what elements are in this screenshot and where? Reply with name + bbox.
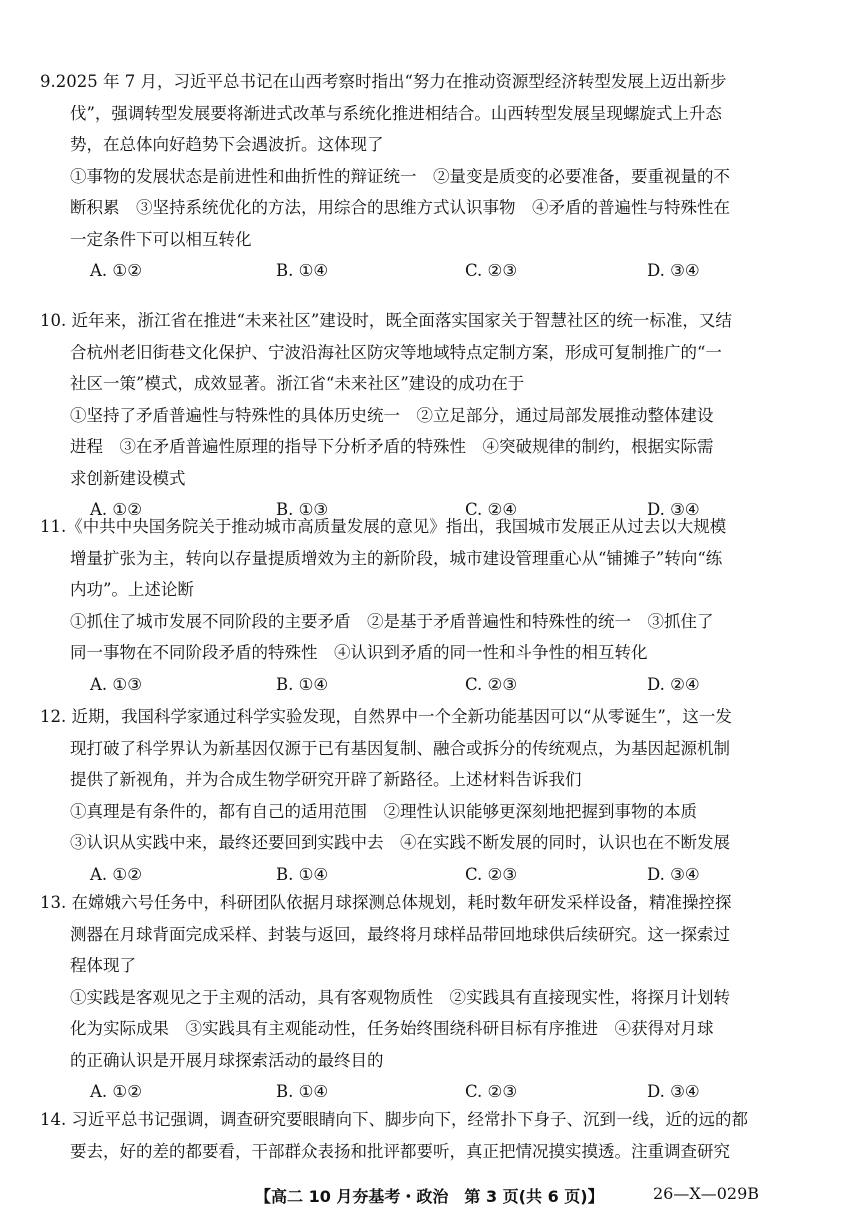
option-line: 化为实际成果 ③实践具有主观能动性，任务始终围绕科研目标有序推进 ④获得对月球 — [70, 1019, 714, 1038]
option-line: 进程 ③在矛盾普遍性原理的指导下分析矛盾的特殊性 ④突破规律的制约，根据实际需 — [70, 437, 714, 456]
question-10 — [40, 305, 814, 526]
stem-line: 内功”。上述论断 — [70, 580, 194, 599]
question-options — [62, 982, 814, 1077]
option-line: ①抓住了城市发展不同阶段的主要矛盾 ②是基于矛盾普遍性和特殊性的统一 ③抓住了 — [70, 611, 714, 631]
stem-line: 合杭州老旧街巷文化保护、宁波沿海社区防灾等地域特点定制方案，形成可复制推广的“一 — [70, 342, 722, 362]
choice-a: A. ①② — [90, 864, 142, 884]
choice-d: D. ③④ — [647, 261, 700, 280]
option-line: 求创新建设模式 — [70, 468, 186, 488]
stem-line: 10. 近年来，浙江省在推进“未来社区”建设时，既全面落实国家关于智慧社区的统一标准，又结 — [40, 311, 732, 330]
choice-b: B. ①④ — [276, 261, 329, 280]
footer-page-info: 【高二 10 月夯基考・政治 第 3 页(共 6 页)】 — [255, 1187, 604, 1206]
choice-c: C. ②③ — [465, 1082, 518, 1101]
question-9 — [40, 66, 814, 287]
stem-line: 9.2025 年 7 月，习近平总书记在山西考察时指出“努力在推动资源型经济转型发展上迈出新步 — [40, 72, 727, 91]
choice-a: A. ①③ — [90, 674, 142, 694]
option-line: 的正确认识是开展月球探索活动的最终目的 — [70, 1050, 384, 1070]
stem-line: 伐”，强调转型发展要将渐进式改革与系统化推进相结合。山西转型发展呈现螺旋式上升态 — [70, 103, 722, 123]
question-stem — [40, 1104, 814, 1167]
option-line: ①事物的发展状态是前进性和曲折性的辩证统一 ②量变是质变的必要准备，要重视量的不 — [70, 166, 730, 186]
question-14 — [40, 1104, 814, 1167]
question-12 — [40, 701, 814, 890]
answer-choices — [90, 669, 814, 701]
choice-c: C. ②③ — [465, 261, 518, 280]
option-line: 同一事物在不同阶段矛盾的特殊性 ④认识到矛盾的同一性和斗争性的相互转化 — [70, 643, 648, 662]
option-line: 断积累 ③坚持系统优化的方法，用综合的思维方式认识事物 ④矛盾的普遍性与特殊性在 — [70, 198, 730, 217]
choice-a: A. ①② — [90, 500, 142, 519]
stem-line: 要去，好的差的都要看，干部群众表扬和批评都要听，真正把情况摸实摸透。注重调查研究 — [70, 1141, 730, 1161]
stem-line: 程体现了 — [70, 956, 136, 975]
stem-line: 增量扩张为主，转向以存量提质增效为主的新阶段，城市建设管理重心从“铺摊子”转向“练 — [70, 548, 723, 568]
question-options — [62, 161, 814, 256]
option-line: ①实践是客观见之于主观的活动，具有客观物质性 ②实践具有直接现实性，将探月计划转 — [70, 987, 730, 1007]
choice-c: C. ②④ — [465, 500, 518, 519]
choice-c: C. ②③ — [465, 864, 518, 884]
answer-choices — [90, 859, 814, 891]
answer-choices — [90, 1076, 814, 1108]
question-options — [62, 796, 814, 859]
choice-d: D. ③④ — [647, 1082, 700, 1101]
question-options — [62, 606, 814, 669]
stem-line: 12. 近期，我国科学家通过科学实验发现，自然界中一个全新功能基因可以“从零诞生”，这一发 — [40, 707, 732, 726]
choice-d: D. ③④ — [647, 864, 700, 884]
stem-line: 14. 习近平总书记强调，调查研究要眼睛向下、脚步向下，经常扑下身子、沉到一线，近的远的都 — [40, 1110, 748, 1129]
stem-line: 11.《中共中央国务院关于推动城市高质量发展的意见》指出，我国城市发展正从过去以大规模 — [40, 517, 727, 536]
stem-line: 测器在月球背面完成采样、封装与返回，最终将月球样品带回地球供后续研究。这一探索过 — [70, 924, 730, 944]
option-line: 一定条件下可以相互转化 — [70, 229, 252, 249]
choice-b: B. ①④ — [276, 1082, 329, 1101]
page-footer — [0, 1180, 868, 1210]
choice-d: D. ②④ — [647, 674, 700, 694]
question-stem — [40, 887, 814, 982]
question-stem — [40, 701, 814, 796]
question-13 — [40, 887, 814, 1108]
choice-a: A. ①② — [90, 261, 142, 280]
choice-a: A. ①② — [90, 1082, 142, 1101]
question-options — [62, 400, 814, 495]
stem-line: 势，在总体向好趋势下会遇波折。这体现了 — [70, 135, 384, 154]
choice-b: B. ①④ — [276, 674, 329, 694]
choice-b: B. ①③ — [276, 500, 329, 519]
choice-c: C. ②③ — [465, 674, 518, 694]
option-line: ①坚持了矛盾普遍性与特殊性的具体历史统一 ②立足部分，通过局部发展推动整体建设 — [70, 405, 714, 425]
choice-b: B. ①④ — [276, 864, 329, 884]
stem-line: 提供了新视角，并为合成生物学研究开辟了新路径。上述材料告诉我们 — [70, 770, 582, 789]
answer-choices — [90, 255, 814, 287]
stem-line: 社区一策”模式，成效显著。浙江省“未来社区”建设的成功在于 — [70, 374, 525, 393]
question-stem — [40, 511, 814, 606]
choice-d: D. ③④ — [647, 500, 700, 519]
question-stem — [40, 305, 814, 400]
option-line: ③认识从实践中来，最终还要回到实践中去 ④在实践不断发展的同时，认识也在不断发展 — [70, 833, 730, 852]
option-line: ①真理是有条件的，都有自己的适用范围 ②理性认识能够更深刻地把握到事物的本质 — [70, 801, 697, 821]
footer-exam-code: 26—X—029B — [653, 1184, 760, 1203]
question-stem — [40, 66, 814, 161]
stem-line: 现打破了科学界认为新基因仅源于已有基因复制、融合或拆分的传统观点，为基因起源机制 — [70, 738, 730, 758]
question-11 — [40, 511, 814, 700]
stem-line: 13. 在嫦娥六号任务中，科研团队依据月球探测总体规划，耗时数年研发采样设备，精准操控探 — [40, 893, 732, 912]
